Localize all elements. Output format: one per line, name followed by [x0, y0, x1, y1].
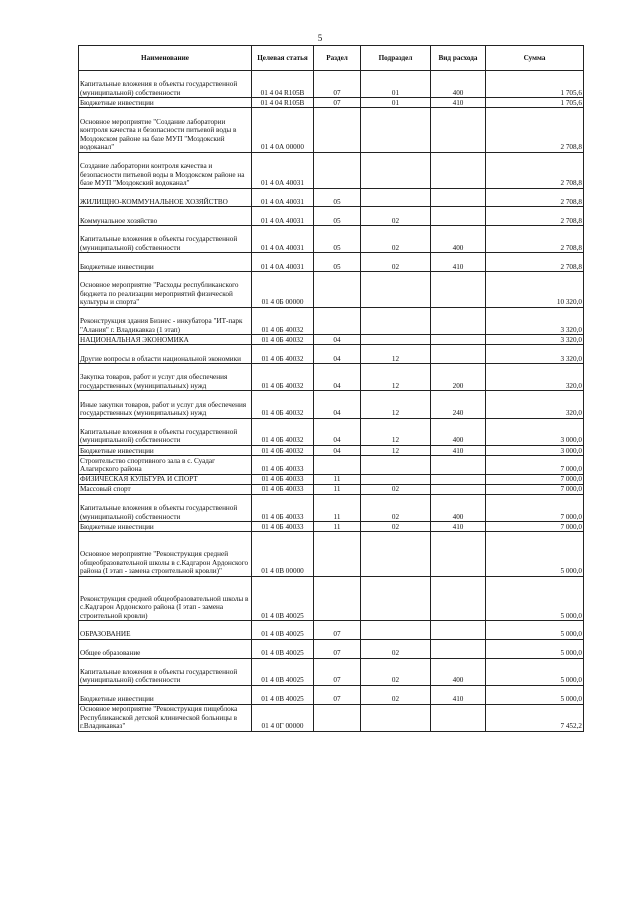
cell-name: НАЦИОНАЛЬНАЯ ЭКОНОМИКА: [79, 335, 252, 345]
cell-name: Основное мероприятие "Расходы республиканского бюджета по реализации мероприятий физической культуры и спорта": [79, 272, 252, 308]
cell-section: 07: [314, 98, 361, 108]
table-row: [79, 474, 584, 484]
cell-name: ОБРАЗОВАНИЕ: [79, 621, 252, 640]
cell-expense-type: 400: [431, 658, 486, 685]
cell-sum: 7 452,2: [486, 704, 584, 731]
table-row: [79, 207, 584, 226]
cell-section: [314, 108, 361, 153]
cell-section: [314, 704, 361, 731]
cell-expense-type: [431, 576, 486, 621]
cell-sum: 2 708,8: [486, 253, 584, 272]
cell-name: Реконструкция здания Бизнес - инкубатора "ИТ-парк "Алания" г. Владикавказ (1 этап): [79, 308, 252, 335]
cell-subsection: 02: [361, 207, 431, 226]
table-row: [79, 532, 584, 577]
cell-section: 04: [314, 446, 361, 456]
cell-subsection: 02: [361, 640, 431, 659]
cell-expense-type: [431, 345, 486, 364]
cell-section: 04: [314, 418, 361, 445]
cell-expense-type: 400: [431, 494, 486, 521]
cell-name: Иные закупки товаров, работ и услуг для обеспечения государственных (муниципальных) нужд: [79, 391, 252, 418]
cell-section: 05: [314, 188, 361, 207]
cell-article: 01 4 0В 40025: [252, 640, 314, 659]
cell-section: [314, 576, 361, 621]
cell-section: 07: [314, 658, 361, 685]
cell-sum: 7 000,0: [486, 522, 584, 532]
table-row: [79, 576, 584, 621]
cell-name: Бюджетные инвестиции: [79, 522, 252, 532]
cell-article: 01 4 0В 40025: [252, 686, 314, 705]
cell-section: 11: [314, 474, 361, 484]
cell-expense-type: 410: [431, 522, 486, 532]
table-row: [79, 335, 584, 345]
cell-expense-type: 240: [431, 391, 486, 418]
cell-article: 01 4 0Б 40033: [252, 484, 314, 494]
cell-article: 01 4 0Б 40032: [252, 345, 314, 364]
cell-expense-type: [431, 474, 486, 484]
cell-article: 01 4 0Б 40032: [252, 391, 314, 418]
cell-section: 05: [314, 253, 361, 272]
header-expense-type: Вид расхода: [431, 46, 486, 71]
cell-section: [314, 308, 361, 335]
cell-article: 01 4 0Б 40032: [252, 335, 314, 345]
cell-section: 04: [314, 345, 361, 364]
header-name: Наименование: [79, 46, 252, 71]
cell-subsection: 02: [361, 226, 431, 253]
cell-name: Создание лаборатории контроля качества и безопасности питьевой воды в Моздокском районе на базе МУП "Моздокский водоканал": [79, 152, 252, 188]
cell-subsection: [361, 576, 431, 621]
cell-sum: 320,0: [486, 391, 584, 418]
table-row: [79, 152, 584, 188]
cell-sum: 3 000,0: [486, 418, 584, 445]
table-row: [79, 108, 584, 153]
budget-table: [78, 45, 584, 732]
cell-expense-type: [431, 152, 486, 188]
cell-subsection: 02: [361, 522, 431, 532]
cell-section: 11: [314, 494, 361, 521]
cell-article: 01 4 0В 00000: [252, 532, 314, 577]
cell-subsection: 02: [361, 658, 431, 685]
cell-section: 04: [314, 364, 361, 391]
cell-article: 01 4 0А 40031: [252, 207, 314, 226]
cell-sum: 3 000,0: [486, 446, 584, 456]
cell-article: 01 4 0В 40025: [252, 658, 314, 685]
cell-article: 01 4 0Б 40033: [252, 474, 314, 484]
table-row: [79, 686, 584, 705]
cell-sum: 7 000,0: [486, 456, 584, 475]
table-row: [79, 308, 584, 335]
table-row: [79, 345, 584, 364]
cell-section: [314, 456, 361, 475]
table-row: [79, 188, 584, 207]
cell-subsection: [361, 188, 431, 207]
cell-subsection: 12: [361, 446, 431, 456]
table-row: [79, 456, 584, 475]
table-row: [79, 226, 584, 253]
cell-sum: 1 705,6: [486, 98, 584, 108]
cell-name: Основное мероприятие "Создание лаборатории контроля качества и безопасности питьевой воды в Моздокском районе на базе МУП "Моздокский водоканал": [79, 108, 252, 153]
cell-sum: 2 708,8: [486, 152, 584, 188]
cell-name: Массовый спорт: [79, 484, 252, 494]
table-row: [79, 484, 584, 494]
table-row: [79, 658, 584, 685]
cell-section: 04: [314, 335, 361, 345]
cell-sum: 5 000,0: [486, 532, 584, 577]
table-row: [79, 391, 584, 418]
cell-name: Капитальные вложения в объекты государственной (муниципальной) собственности: [79, 226, 252, 253]
cell-subsection: 02: [361, 686, 431, 705]
cell-name: Бюджетные инвестиции: [79, 253, 252, 272]
cell-sum: 2 708,8: [486, 188, 584, 207]
cell-article: 01 4 04 R105B: [252, 71, 314, 98]
cell-expense-type: [431, 532, 486, 577]
header-article: Целевая статья: [252, 46, 314, 71]
cell-expense-type: [431, 108, 486, 153]
cell-name: Общее образование: [79, 640, 252, 659]
cell-expense-type: [431, 272, 486, 308]
cell-name: Бюджетные инвестиции: [79, 686, 252, 705]
table-row: [79, 71, 584, 98]
cell-article: 01 4 0Б 00000: [252, 272, 314, 308]
cell-expense-type: [431, 484, 486, 494]
cell-expense-type: 400: [431, 226, 486, 253]
cell-subsection: 12: [361, 391, 431, 418]
cell-article: 01 4 0А 40031: [252, 188, 314, 207]
page-number: 5: [317, 33, 323, 43]
cell-name: Капитальные вложения в объекты государственной (муниципальной) собственности: [79, 71, 252, 98]
cell-article: 01 4 0В 40025: [252, 621, 314, 640]
cell-sum: 5 000,0: [486, 576, 584, 621]
cell-sum: 5 000,0: [486, 621, 584, 640]
cell-article: 01 4 0А 40031: [252, 152, 314, 188]
cell-expense-type: 410: [431, 98, 486, 108]
cell-name: Строительство спортивного зала в с. Суадаг Алагирского района: [79, 456, 252, 475]
cell-name: Основное мероприятие "Реконструкция средней общеобразовательной школы в с.Кадгарон Ардонского района (I этап - замена строительной кровли)": [79, 532, 252, 577]
cell-sum: 2 708,8: [486, 108, 584, 153]
cell-name: Бюджетные инвестиции: [79, 446, 252, 456]
cell-sum: 7 000,0: [486, 484, 584, 494]
cell-section: 07: [314, 640, 361, 659]
cell-subsection: 12: [361, 345, 431, 364]
cell-article: 01 4 0Б 40032: [252, 364, 314, 391]
cell-subsection: [361, 108, 431, 153]
cell-article: 01 4 0Б 40032: [252, 418, 314, 445]
table-row: [79, 494, 584, 521]
cell-section: 11: [314, 522, 361, 532]
cell-subsection: [361, 152, 431, 188]
cell-article: 01 4 0В 40025: [252, 576, 314, 621]
cell-sum: 1 705,6: [486, 71, 584, 98]
cell-name: Капитальные вложения в объекты государственной (муниципальной) собственности: [79, 418, 252, 445]
cell-section: 04: [314, 391, 361, 418]
table-row: [79, 446, 584, 456]
cell-subsection: [361, 272, 431, 308]
cell-name: Бюджетные инвестиции: [79, 98, 252, 108]
cell-section: [314, 272, 361, 308]
cell-article: 01 4 0А 00000: [252, 108, 314, 153]
cell-subsection: [361, 308, 431, 335]
cell-article: 01 4 0Г 00000: [252, 704, 314, 731]
cell-subsection: [361, 621, 431, 640]
cell-name: Закупка товаров, работ и услуг для обеспечения государственных (муниципальных) нужд: [79, 364, 252, 391]
cell-expense-type: 200: [431, 364, 486, 391]
cell-subsection: [361, 335, 431, 345]
header-section: Раздел: [314, 46, 361, 71]
cell-name: Другие вопросы в области национальной экономики: [79, 345, 252, 364]
cell-name: Реконструкция средней общеобразовательной школы в с.Кадгарон Ардонского района (I этап - замена строительной кровли): [79, 576, 252, 621]
cell-sum: 3 320,0: [486, 308, 584, 335]
cell-section: [314, 152, 361, 188]
cell-sum: 7 000,0: [486, 494, 584, 521]
cell-expense-type: 400: [431, 71, 486, 98]
cell-article: 01 4 0А 40031: [252, 226, 314, 253]
cell-expense-type: [431, 456, 486, 475]
cell-expense-type: [431, 640, 486, 659]
cell-section: 05: [314, 207, 361, 226]
cell-subsection: 02: [361, 253, 431, 272]
cell-expense-type: 410: [431, 686, 486, 705]
table-row: [79, 364, 584, 391]
cell-sum: 3 320,0: [486, 335, 584, 345]
cell-expense-type: [431, 621, 486, 640]
cell-name: Капитальные вложения в объекты государственной (муниципальной) собственности: [79, 658, 252, 685]
cell-subsection: [361, 474, 431, 484]
cell-section: 05: [314, 226, 361, 253]
cell-section: 11: [314, 484, 361, 494]
cell-article: 01 4 0Б 40033: [252, 522, 314, 532]
cell-sum: 5 000,0: [486, 686, 584, 705]
cell-article: 01 4 0Б 40033: [252, 456, 314, 475]
cell-sum: 3 320,0: [486, 345, 584, 364]
cell-sum: 2 708,8: [486, 207, 584, 226]
table-body: [79, 71, 584, 732]
cell-subsection: 01: [361, 98, 431, 108]
cell-name: Капитальные вложения в объекты государственной (муниципальной) собственности: [79, 494, 252, 521]
table-row: [79, 272, 584, 308]
table-row: [79, 253, 584, 272]
header-sum: Сумма: [486, 46, 584, 71]
table-row: [79, 621, 584, 640]
cell-expense-type: [431, 308, 486, 335]
cell-expense-type: [431, 704, 486, 731]
cell-subsection: 12: [361, 364, 431, 391]
cell-sum: 320,0: [486, 364, 584, 391]
table-row: [79, 418, 584, 445]
cell-subsection: [361, 456, 431, 475]
cell-sum: 2 708,8: [486, 226, 584, 253]
cell-subsection: 02: [361, 494, 431, 521]
cell-expense-type: 410: [431, 253, 486, 272]
cell-name: ФИЗИЧЕСКАЯ КУЛЬТУРА И СПОРТ: [79, 474, 252, 484]
cell-sum: 7 000,0: [486, 474, 584, 484]
cell-section: 07: [314, 621, 361, 640]
cell-article: 01 4 0А 40031: [252, 253, 314, 272]
cell-expense-type: [431, 335, 486, 345]
cell-name: ЖИЛИЩНО-КОММУНАЛЬНОЕ ХОЗЯЙСТВО: [79, 188, 252, 207]
cell-section: [314, 532, 361, 577]
cell-name: Коммунальное хозяйство: [79, 207, 252, 226]
cell-subsection: [361, 532, 431, 577]
cell-article: 01 4 0Б 40032: [252, 446, 314, 456]
cell-expense-type: [431, 188, 486, 207]
cell-section: 07: [314, 686, 361, 705]
cell-sum: 10 320,0: [486, 272, 584, 308]
table-row: [79, 640, 584, 659]
header-subsection: Подраздел: [361, 46, 431, 71]
table-row: [79, 704, 584, 731]
table-row: [79, 98, 584, 108]
cell-subsection: 12: [361, 418, 431, 445]
cell-sum: 5 000,0: [486, 658, 584, 685]
table-header-row: [79, 46, 584, 71]
cell-article: 01 4 0Б 40033: [252, 494, 314, 521]
cell-subsection: 01: [361, 71, 431, 98]
cell-name: Основное мероприятие "Реконструкция пищеблока Республиканской детской клинической больницы в г.Владикавказ": [79, 704, 252, 731]
cell-sum: 5 000,0: [486, 640, 584, 659]
cell-subsection: 02: [361, 484, 431, 494]
table-row: [79, 522, 584, 532]
cell-expense-type: 400: [431, 418, 486, 445]
cell-expense-type: 410: [431, 446, 486, 456]
cell-article: 01 4 04 R105B: [252, 98, 314, 108]
cell-section: 07: [314, 71, 361, 98]
cell-subsection: [361, 704, 431, 731]
cell-article: 01 4 0Б 40032: [252, 308, 314, 335]
cell-expense-type: [431, 207, 486, 226]
